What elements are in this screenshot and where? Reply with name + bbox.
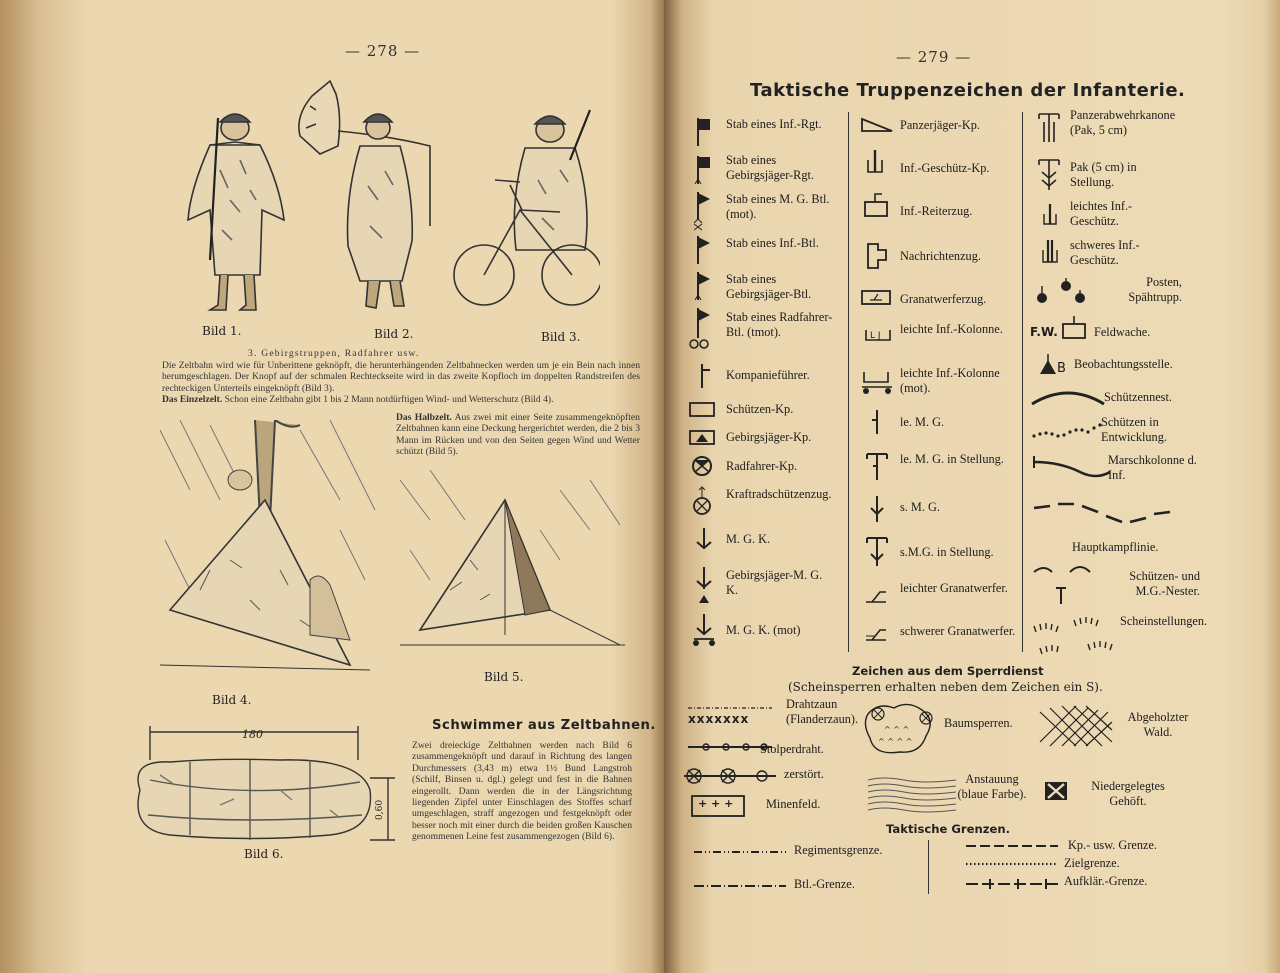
caption-bild-6: Bild 6. xyxy=(244,847,284,861)
riflemen-deploying-icon xyxy=(1028,418,1108,442)
label-gebirgsjaeger-mgk: Gebirgsjäger-M. G. K. xyxy=(726,568,823,597)
label-leichte-inf-kolonne-mot: leichte Inf.-Kolonne (mot). xyxy=(900,366,1000,395)
heavy-mortar-icon xyxy=(864,624,890,644)
column-divider-1 xyxy=(848,112,849,652)
label-le-mg: le. M. G. xyxy=(900,415,945,429)
label-schwerer-granatwerfer: schwerer Granatwerfer. xyxy=(900,624,1016,638)
light-mg-position-icon xyxy=(864,450,890,486)
label-kp-grenze: Kp.- usw. Grenze. xyxy=(1068,838,1158,852)
march-column-icon xyxy=(1030,452,1114,484)
label-schuetzennest: Schützennest. xyxy=(1104,390,1172,404)
regiment-border-line xyxy=(692,846,788,858)
cleared-forest-icon xyxy=(1036,702,1116,748)
sperrdienst-subtitle: (Scheinsperren erhalten neben dem Zeichen ein S). xyxy=(788,680,1103,694)
label-radfahrer-kp: Radfahrer-Kp. xyxy=(726,459,798,473)
flag-triangle-mg-mot-icon xyxy=(692,190,716,232)
label-minenfeld: Minenfeld. xyxy=(766,797,821,811)
infantry-gun-company-icon xyxy=(864,148,886,182)
label-zerstoert: zerstört. xyxy=(784,767,824,781)
label-scheinstellungen: Scheinstellungen. xyxy=(1120,614,1208,628)
water-dam-icon xyxy=(864,770,960,816)
main-battle-line-icon xyxy=(1030,496,1190,530)
label-stab-mg-btl-mot: Stab eines M. G. Btl. (mot). xyxy=(726,192,830,221)
label-leichter-granatwerfer: leichter Granatwerfer. xyxy=(900,581,1008,595)
heavy-mg-icon xyxy=(868,494,886,526)
light-inf-gun-icon xyxy=(1040,202,1060,232)
label-marschkolonne: Marschkolonne d. Inf. xyxy=(1108,453,1197,482)
battalion-border-line xyxy=(692,880,788,892)
figure-half-tent xyxy=(390,470,635,670)
figure-single-tent xyxy=(150,420,380,680)
label-stolperdraht: Stolperdraht. xyxy=(760,742,824,756)
label-schuetzen-mg-nester: Schützen- und M.G.-Nester. xyxy=(1129,569,1200,598)
razed-farmstead-icon xyxy=(1042,778,1072,804)
svg-text:^ ^ ^ ^: ^ ^ ^ ^ xyxy=(878,737,913,746)
label-panzerabwehrkanone: Panzerabwehrkanone (Pak, 5 cm) xyxy=(1070,108,1176,137)
light-column-icon xyxy=(862,326,896,350)
label-stab-radfahrer-btl: Stab eines Radfahrer-Btl. (tmot). xyxy=(726,310,833,339)
mortar-platoon-icon xyxy=(860,288,894,308)
fw-mark: F.W. xyxy=(1030,325,1058,339)
rifle-company-box-icon xyxy=(688,400,718,420)
svg-text:^ ^ ^: ^ ^ ^ xyxy=(884,725,910,734)
caption-bild-1: Bild 1. xyxy=(202,324,242,338)
column-divider-2 xyxy=(1022,112,1023,652)
b-mark: B xyxy=(1057,361,1066,376)
label-halbzelt: Das Halbzelt. xyxy=(396,412,452,423)
field-guard-icon xyxy=(1060,314,1088,342)
label-stab-inf-btl: Stab eines Inf.-Btl. xyxy=(726,236,819,250)
recon-border-line xyxy=(964,876,1060,892)
caption-bild-2: Bild 2. xyxy=(374,327,414,341)
label-mgk-mot: M. G. K. (mot) xyxy=(726,623,801,637)
light-mortar-icon xyxy=(864,586,890,606)
label-panzerjaeger-kp: Panzerjäger-Kp. xyxy=(900,118,980,132)
label-zielgrenze: Zielgrenze. xyxy=(1064,856,1120,870)
company-leader-icon xyxy=(696,362,716,390)
label-stab-gebirgsjaeger-rgt: Stab eines Gebirgsjäger-Rgt. xyxy=(726,153,814,182)
mountain-mg-company-icon xyxy=(694,565,714,605)
svg-text:L J: L J xyxy=(870,331,881,341)
light-column-mot-icon xyxy=(860,368,896,396)
heading-gebirgstruppen: 3. Gebirgstruppen, Radfahrer usw. xyxy=(248,348,420,359)
label-regimentsgrenze: Regimentsgrenze. xyxy=(794,843,883,857)
label-stab-inf-rgt: Stab eines Inf.-Rgt. xyxy=(726,117,822,131)
caption-bild-4: Bild 4. xyxy=(212,693,252,707)
rifle-nest-icon xyxy=(1028,384,1108,408)
heavy-mg-position-icon xyxy=(864,534,890,572)
paragraph-schwimmer: Zwei dreieckige Zeltbahnen werden nach Bild 6 zusammengeknöpft und darauf in Richtung des langen Durchmessers (3,43 m) etwa 1½ Bund Langstroh (Schilf, Binsen u. dgl.) gelegt und fest in die Bahnen eingerollt. Dann werden die in der Längsrichtung liegenden Zipfel unter Einschlagen des Stoffes scharf umgeschlagen, straff angezogen und festgeknöpft oder besser noch mit einer durch die beiden großen Kauschen genommenen Leine fest zusammengezogen (Bild 6). xyxy=(412,740,632,843)
company-border-line xyxy=(964,840,1060,852)
figure-soldier-bicycle xyxy=(450,100,600,320)
antitank-company-icon xyxy=(860,116,896,134)
label-schweres-inf-geschuetz: schweres Inf.-Geschütz. xyxy=(1070,238,1140,267)
cavalry-platoon-icon xyxy=(862,190,890,220)
antitank-gun-icon xyxy=(1036,110,1062,148)
paragraph-halbzelt xyxy=(396,412,640,458)
paragraph-einzelzelt xyxy=(162,394,640,405)
label-inf-reiterzug: Inf.-Reiterzug. xyxy=(900,204,973,218)
dimension-060: 0,60 xyxy=(375,799,385,820)
wire-destroyed-icon xyxy=(682,764,780,788)
flag-triangle-wheels-icon xyxy=(688,306,716,352)
label-leichte-inf-kolonne: leichte Inf.-Kolonne. xyxy=(900,322,1003,336)
rifle-mg-nests-icon xyxy=(1030,560,1108,610)
sentry-patrol-icon xyxy=(1034,274,1090,308)
motorcycle-platoon-icon xyxy=(691,486,715,520)
flag-square-icon xyxy=(692,116,716,148)
label-niedergelegtes-gehoeft: Niedergelegtes Gehöft. xyxy=(1091,779,1165,808)
label-btl-grenze: Btl.-Grenze. xyxy=(794,877,855,891)
sperrdienst-title: Zeichen aus dem Sperrdienst xyxy=(852,664,1044,678)
label-mgk: M. G. K. xyxy=(726,532,771,546)
grenzen-title: Taktische Grenzen. xyxy=(886,822,1011,836)
caption-bild-3: Bild 3. xyxy=(541,330,581,344)
grenzen-divider xyxy=(928,840,929,894)
label-stab-gebirgsjaeger-btl: Stab eines Gebirgsjäger-Btl. xyxy=(726,272,812,301)
mg-company-mot-icon xyxy=(690,612,718,648)
label-smg-stellung: s.M.G. in Stellung. xyxy=(900,545,994,559)
figure-soldier-horse xyxy=(290,76,440,321)
minefield-marks: + + + xyxy=(698,797,734,810)
text-halbzelt: Aus zwei mit einer Seite zusammengeknöpften Zeltbahnen kann eine Deckung hergerichtet werden, die 2 bis 3 Mann im Rücken und von den Seiten gegen Wind und Wetter schützt (Bild 5). xyxy=(396,412,640,458)
paragraph-gebirgstruppen: Die Zeltbahn wird wie für Unberittene geknöpft, die herunterhängenden Zeltbahnecken werden um je ein Bein nach innen herumgeschlagen. Der Knopf auf der schmalen Rechteckseite wird in das zweite Kopfloch im doppelten Randstreifen des rechteckigen Unterteils eingeknöpft (Bild 3). xyxy=(162,360,640,394)
label-granatwerferzug: Granatwerferzug. xyxy=(900,292,987,306)
label-gebirgsjaeger-kp: Gebirgsjäger-Kp. xyxy=(726,430,812,444)
cyclist-company-icon xyxy=(691,455,715,479)
label-posten-spaehtrupp: Posten, Spähtrupp. xyxy=(1128,275,1182,304)
right-page xyxy=(664,0,1280,973)
label-anstauung: Anstauung (blaue Farbe). xyxy=(957,772,1027,801)
flag-triangle-icon xyxy=(692,234,716,266)
flag-square-mountain-icon xyxy=(692,154,716,186)
mg-company-icon xyxy=(694,526,714,554)
label-einzelzelt: Das Einzelzelt. xyxy=(162,394,223,405)
heavy-inf-gun-icon xyxy=(1040,238,1060,270)
label-abgeholzter-wald: Abgeholzter Wald. xyxy=(1127,710,1189,739)
light-mg-icon xyxy=(870,408,884,438)
page-number-279: — 279 — xyxy=(896,48,972,66)
dummy-positions-icon xyxy=(1030,614,1126,662)
label-inf-geschuetz-kp: Inf.-Geschütz-Kp. xyxy=(900,161,990,175)
figure-soldier-poncho xyxy=(180,100,290,320)
antitank-gun-position-icon xyxy=(1036,156,1062,196)
label-kraftradschuetzenzug: Kraftradschützenzug. xyxy=(726,487,832,501)
label-baumsperren: Baumsperren. xyxy=(944,716,1013,730)
target-border-line xyxy=(964,858,1060,870)
page-number-278: — 278 — xyxy=(345,42,421,60)
label-drahtzaun: Drahtzaun (Flanderzaun). xyxy=(786,697,859,726)
label-kompaniefuehrer: Kompanieführer. xyxy=(726,368,810,382)
label-nachrichtenzug: Nachrichtenzug. xyxy=(900,249,981,263)
label-le-mg-stellung: le. M. G. in Stellung. xyxy=(900,452,1004,466)
label-beobachtungsstelle: Beobachtungsstelle. xyxy=(1074,357,1173,371)
figure-tent-float xyxy=(130,720,400,850)
caption-bild-5: Bild 5. xyxy=(484,670,524,684)
label-s-mg: s. M. G. xyxy=(900,500,940,514)
label-schuetzen-kp: Schützen-Kp. xyxy=(726,402,794,416)
wire-fence-marks: xxxxxxx xyxy=(688,712,750,726)
title-schwimmer: Schwimmer aus Zeltbahnen. xyxy=(432,718,656,733)
label-aufklaer-grenze: Aufklär.-Grenze. xyxy=(1064,874,1148,888)
label-hauptkampflinie: Hauptkampflinie. xyxy=(1072,540,1159,554)
flag-triangle-mountain-icon xyxy=(692,270,716,302)
mountain-company-box-icon xyxy=(688,428,718,448)
signals-platoon-icon xyxy=(864,240,890,272)
dimension-180: 180 xyxy=(242,728,263,741)
label-leichtes-inf-geschuetz: leichtes Inf.-Geschütz. xyxy=(1070,199,1133,228)
page-title: Taktische Truppenzeichen der Infanterie. xyxy=(750,80,1186,101)
label-schuetzen-entwicklung: Schützen in Entwicklung. xyxy=(1101,415,1167,444)
label-feldwache: Feldwache. xyxy=(1094,325,1151,339)
tree-barrier-icon xyxy=(864,700,938,760)
label-pak-stellung: Pak (5 cm) in Stellung. xyxy=(1070,160,1137,189)
text-einzelzelt: Schon eine Zeltbahn gibt 1 bis 2 Mann notdürftigen Wind- und Wetterschutz (Bild 4). xyxy=(224,394,554,405)
